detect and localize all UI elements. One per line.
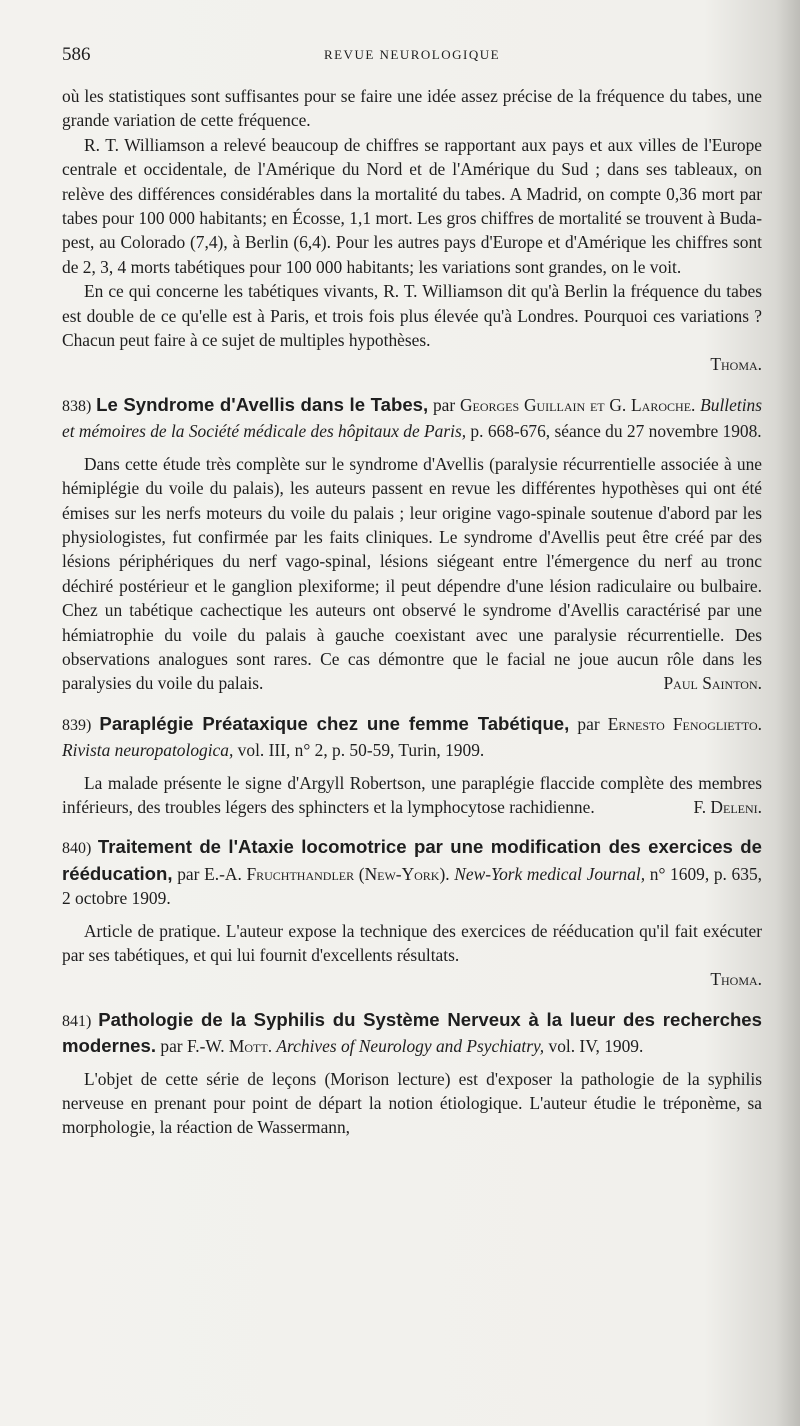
- abstract-number: 839): [62, 716, 92, 734]
- abstract-reference: p. 668-676, séance du 27 novembre 1908.: [470, 421, 762, 442]
- abstract-number: 838): [62, 397, 92, 415]
- abstract-body: Article de pratique. L'auteur expose la technique des exercices de rééducation qu'il fait exécuter par ses tabétiques, et qui lui fournit d'excellents résultats.: [62, 920, 762, 966]
- abstract-entry: [62, 1008, 762, 1140]
- abstract-reference: vol. IV, 1909.: [548, 1036, 644, 1057]
- signature: Thoma.: [710, 354, 762, 375]
- abstract-entry: [62, 712, 762, 820]
- abstract-authors: Ernesto Fenoglietto.: [607, 713, 762, 734]
- abstract-source: New-York medical Journal,: [454, 863, 646, 884]
- signature: F. Deleni.: [693, 797, 762, 817]
- abstract-reference: vol. III, n° 2, p. 50-59, Turin, 1909.: [237, 740, 485, 761]
- abstract-body: L'objet de cette série de leçons (Morison lecture) est d'exposer la pathologie de la syphilis nerveuse en prenant pour point de départ la notion étiologique. L'auteur étudie le tréponème, sa morphologie, la réaction de Wassermann,: [62, 1068, 762, 1138]
- abstract-entry: [62, 835, 762, 991]
- abstract-number: 841): [62, 1012, 92, 1030]
- abstract-title: Le Syndrome d'Avellis dans le Tabes,: [96, 393, 429, 415]
- abstract-body: Dans cette étude très complète sur le syndrome d'Avellis (paralysie récurrentielle associée à une hémiplégie du voile du palais), les auteurs passent en revue les différentes hypothèses qui ont été émises sur les nerfs moteurs du voile du palais ; leur origine vago-spinale soutenue d'abord par les physiologistes, fut confirmée par les faits cliniques. Le syndrome d'Avellis peut être créé par des lésions périphériques du nerf vago-spinal, lésions siégeant entre l'émergence du nerf au tronc déchiré postérieur et le ganglion plexiforme; il peut dépendre d'une lésion radiculaire ou bulbaire. Chez un tabétique cachectique les auteurs ont observé le syndrome d'Avellis caractérisé par une hémiatrophie du voile du palais à gauche coexistant avec une paralysie récurrentielle. Des observations analogues sont rares. Ce cas démontre que le facial ne joue aucun rôle dans les paralysies du voile du palais.: [62, 453, 762, 694]
- abstract-entry: [62, 393, 762, 696]
- abstract-body: La malade présente le signe d'Argyll Robertson, une paraplégie flaccide complète des membres inférieurs, des troubles légers des sphincters et la lymphocytose rachidienne.: [62, 772, 762, 817]
- abstract-heading: 838) Le Syndrome d'Avellis dans le Tabes, par Georges Guillain et G. Laroche. Bulletins et mémoires de la Société médicale des hôpitaux de Paris, p. 668-676, séance du 27 novembre 1908.: [62, 393, 762, 442]
- page-number: 586: [62, 44, 91, 65]
- abstract-authors: F.-W. Mott.: [186, 1036, 273, 1057]
- intro-paragraph: R. T. Williamson a relevé beaucoup de chiffres se rapportant aux pays et aux villes de l'Europe centrale et occidentale, de l'Amérique du Nord et de l'Amérique du Sud ; dans ses tableaux, on relève des différences considérables dans la mortalité du tabes. A Madrid, on compte 0,36 mort par tabes pour 100 000 habitants; en Écosse, 1,1 mort. Les gros chiffres de mortalité se trouvent à Buda-pest, au Colorado (7,4), à Berlin (6,4). Pour les autres pays d'Europe et d'Amérique les chiffres sont de 2, 3, 4 morts tabétiques pour 100 000 habitants; les variations sont grandes, on le voit.: [62, 134, 762, 277]
- text-column: [62, 84, 762, 1140]
- abstract-title: Paraplégie Préataxique chez une femme Tabétique,: [99, 712, 570, 734]
- page-header: [62, 44, 762, 68]
- intro-paragraph: où les statistiques sont suffisantes pour se faire une idée assez précise de la fréquence du tabes, une grande variation de cette fréquence.: [62, 86, 762, 131]
- signature: Paul Sainton.: [663, 673, 762, 694]
- abstract-authors: E.-A. Fruchthandler (New-York).: [204, 863, 450, 884]
- abstract-source: Bulletins et mémoires de la Société médicale des hôpitaux de Paris,: [62, 394, 762, 442]
- abstract-authors: Georges Guillain et G. Laroche.: [459, 394, 696, 415]
- abstract-source: Archives of Neurology and Psychiatry,: [276, 1036, 545, 1057]
- signature: Thoma.: [710, 969, 762, 990]
- abstract-number: 840): [62, 840, 92, 858]
- abstract-source: Rivista neuropatologica,: [62, 740, 234, 761]
- intro-paragraph: En ce qui concerne les tabétiques vivants, R. T. Williamson dit qu'à Berlin la fréquence du tabes est double de ce qu'elle est à Paris, et trois fois plus élevée qu'à Londres. Pourquoi ces variations ? Chacun peut faire à ce sujet de multiples hypothèses.: [62, 281, 762, 351]
- abstract-title: Traitement de l'Ataxie locomotrice par une modification des exercices de rééducation,: [62, 836, 762, 884]
- abstract-heading: 840) Traitement de l'Ataxie locomotrice par une modification des exercices de rééducation, par E.-A. Fruchthandler (New-York). New-York medical Journal, n° 1609, p. 635, 2 octobre 1909.: [62, 836, 762, 909]
- abstract-heading: 841) Pathologie de la Syphilis du Système Nerveux à la lueur des recherches modernes. par F.-W. Mott. Archives of Neurology and Psychiatry, vol. IV, 1909.: [62, 1008, 762, 1057]
- abstract-heading: 839) Paraplégie Préataxique chez une femme Tabétique, par Ernesto Fenoglietto. Rivista neuropatologica, vol. III, n° 2, p. 50-59, Turin, 1909.: [62, 712, 762, 761]
- abstract-title: Pathologie de la Syphilis du Système Nerveux à la lueur des recherches modernes.: [62, 1008, 762, 1057]
- abstract-reference: n° 1609, p. 635, 2 octobre 1909.: [62, 863, 762, 909]
- running-title: REVUE NEUROLOGIQUE: [323, 47, 501, 62]
